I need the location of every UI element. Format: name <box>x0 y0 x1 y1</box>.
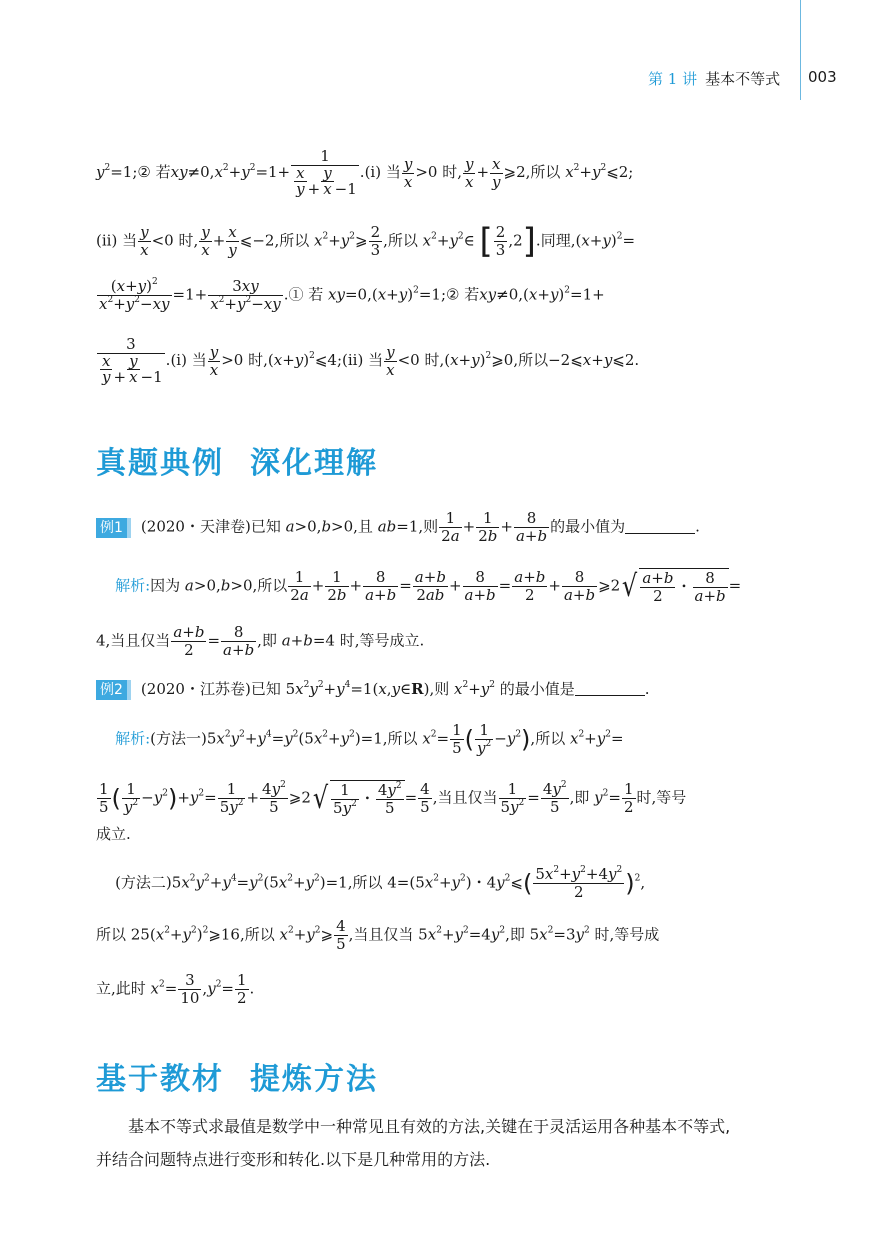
closing-line: 并结合问题特点进行变形和转化.以下是几种常用的方法. <box>96 1150 491 1169</box>
answer-blank <box>625 533 695 534</box>
example-2: 例2 (2020・江苏卷)已知 $5x^2y^2+y^4=1(x,y\in R)$,则 $x^2+y^2$ 的最小值是 . <box>96 679 806 700</box>
running-header <box>648 68 837 89</box>
solution-line: 3 $\frac{x}{y}$ + $\frac{y}{x}$ −1 .(i) 当 $\frac{y}{x}$ >0 时$,(x+y)^2⩽4;(ii)$ 当 $\frac{y}{x}$ <0 时$,(x+y)^2⩾0$,所以−2⩽x+y⩽2. <box>96 336 806 386</box>
closing-line: 基本不等式求最值是数学中一种常见且有效的方法,关键在于灵活运用各种基本不等式, <box>128 1117 731 1136</box>
example-2-solution: (方法二)$5x^2y^2+y^4=y^2(5x^2+y^2)=1$,所以 $4=(5x^2+y^2)$・$4y^2⩽$( $\frac{5x^2+y^2+4y^2}{2}$ )$^2$, <box>96 865 646 901</box>
example-1-solution: 4,当且仅当 $\frac{a+b}{2}$ = $\frac{8}{a+b}$ ,即 a+b=4 时,等号成立. <box>96 623 425 659</box>
example-2-solution: 立,此时 $x^2=$ $\frac{3}{10}$ $,y^2=$ $\frac{1}{2}$ . <box>96 971 255 1007</box>
lecture-title: 基本不等式 <box>705 70 781 88</box>
answer-blank <box>575 695 645 696</box>
example-1-tag: 例1 <box>96 518 131 538</box>
example-2-solution: 成立. <box>96 825 131 843</box>
example-1: 例1 (2020・天津卷)已知 a>0,b>0,且 ab=1,则 $\frac{1}{2a}$ + $\frac{1}{2b}$ + $\frac{8}{a+b}$ 的最小值为 . <box>96 510 806 545</box>
header-rule <box>800 0 801 100</box>
example-2-solution: $\frac{1}{5}$ ( $\frac{1}{y^2}$ $-y^2)+y^2=$ $\frac{1}{5y^2}$ + $\frac{4y^2}{5}$ ⩾2√ $\frac{1}{5y^2}$ ・ $\frac{4y^2}{5}$ = $\frac{4}{5}$ ,当且仅当 $\frac{1}{5y^2}$ = $\frac{4y^2}{5}$ ,即 $y^2=$ $\frac{1}{2}$ 时,等号 <box>99 780 687 817</box>
closing-paragraph <box>96 1110 806 1176</box>
solution-line: (ii) 当 $\frac{y}{x}$ <0 时, $\frac{y}{x}$ + $\frac{x}{y}$ ⩽−2,所以 $x^2+y^2⩾$ $\frac{2}{3}$ ,所以 $x^2+y^2\in$ [ $\frac{2}{3}$ ,2].同理$,(x+y)^2=$ <box>96 221 636 262</box>
section-title-1: 真题典例 深化理解 <box>96 446 378 481</box>
section-title-2: 基于教材 提炼方法 <box>96 1062 378 1097</box>
example-2-tag: 例2 <box>96 680 131 700</box>
solution-line: $y^2=1;②$ 若$xy\ne 0,x^2+y^2=1+$ 1 $\frac{x}{y}$ + $\frac{y}{x}$ −1 .(i) 当 $\frac{y}{x}$ >0 时, $\frac{y}{x}$ + $\frac{x}{y}$ ⩾2,所以 $x^2+y^2⩽2$; <box>96 147 634 198</box>
page-number: 003 <box>808 68 837 86</box>
lecture-number: 第 1 讲 <box>648 70 698 88</box>
example-2-solution: 所以 $25(x^2+y^2)^2⩾16$,所以 $x^2+y^2⩾$ $\frac{4}{5}$ ,当且仅当 $5x^2+y^2=4y^2$,即 $5x^2=3y^2$ 时,等号成 <box>96 917 660 953</box>
example-2-solution: 解析:(方法一)$5x^2y^2+y^4=y^2(5x^2+y^2)=1$,所以 $x^2=$ $\frac{1}{5}$ ( $\frac{1}{y^2}$ $-y^2$),所以 $x^2+y^2=$ <box>115 721 624 757</box>
example-1-solution: 解析:因为 a>0,b>0,所以 $\frac{1}{2a}$ + $\frac{1}{2b}$ + $\frac{8}{a+b}$ = $\frac{a+b}{2ab}$ + $\frac{8}{a+b}$ = $\frac{a+b}{2}$ + $\frac{8}{a+b}$ ⩾2√ $\frac{a+b}{2}$ ・ $\frac{8}{a+b}$ = <box>115 568 742 605</box>
solution-line: $\frac{(x+y)^2}{x^2+y^2-xy}$ =1+ $\frac{3xy}{x^2+y^2-xy}$ .① 若 $xy=0,(x+y)^2=1;②$ 若$xy\ne 0,(x+y)^2=1+$ <box>99 277 605 313</box>
